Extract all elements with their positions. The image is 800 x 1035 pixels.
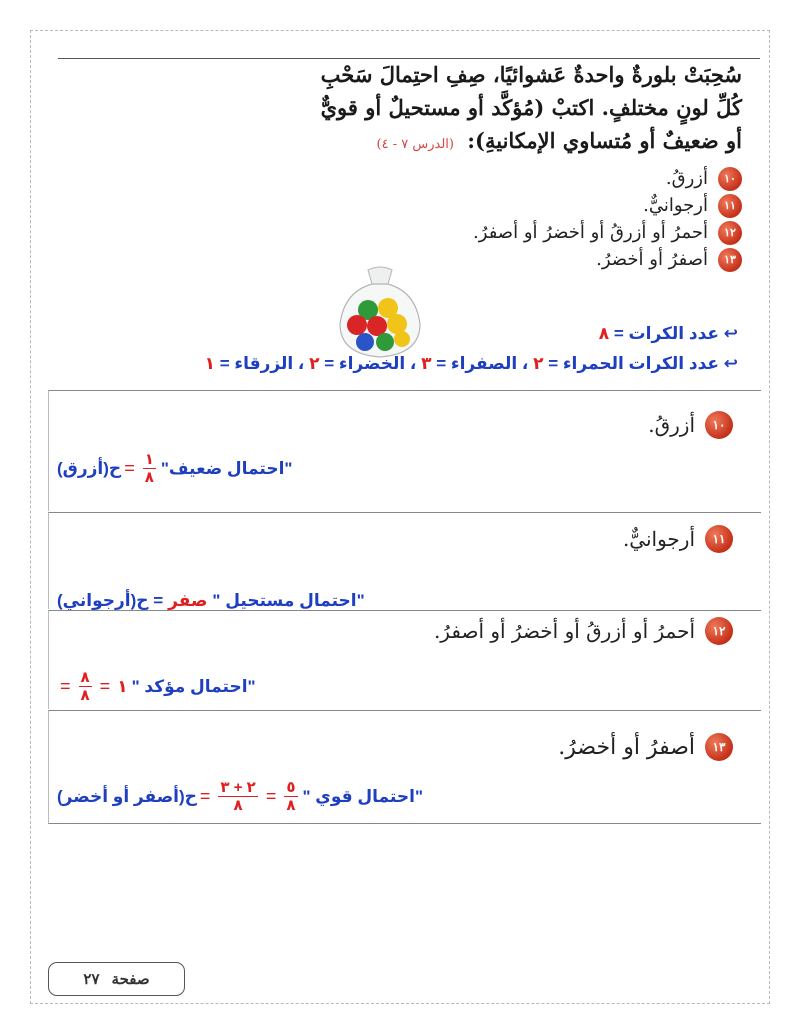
problem-line-1: سُحِبَتْ بلورةٌ واحدةٌ عَشوائيًا، صِفِ احتِمالَ سَحْبِ <box>320 62 742 87</box>
question-text: أزرقُ. <box>648 413 695 437</box>
question-text: أزرقُ. <box>665 168 708 189</box>
question-number-badge: ١٢ <box>705 617 733 645</box>
fraction-denominator: ٨ <box>144 469 154 486</box>
fraction <box>218 779 257 814</box>
marble-counts-line <box>38 354 738 374</box>
yellow-count: ٣ <box>421 354 432 373</box>
question-item <box>322 192 742 219</box>
question-item <box>322 165 742 192</box>
fraction-denominator: ٨ <box>286 797 296 814</box>
page-number-badge <box>48 962 185 996</box>
answer-box-13 <box>48 710 761 824</box>
arrow-icon: ↩ <box>723 354 738 373</box>
lesson-reference: (الدرس ٧ - ٤) <box>376 137 454 152</box>
fraction-numerator: ٢ + ٣ <box>220 779 256 796</box>
problem-line-3 <box>162 124 742 161</box>
fraction <box>284 779 297 814</box>
question-text: أصفرُ أو أخضرُ. <box>558 734 695 760</box>
total-marbles-line <box>38 324 738 344</box>
answer-question <box>623 525 733 553</box>
probability-value: صفر <box>168 591 208 610</box>
equals-sign: = <box>265 786 277 806</box>
equals-sign: = <box>199 786 211 806</box>
question-text: أرجوانيٌّ. <box>622 527 695 551</box>
red-count-label: عدد الكرات الحمراء = <box>548 354 720 373</box>
problem-line-3-text: أو ضعيفٌ أو مُتساوي الإمكانيةِ): <box>467 128 742 153</box>
green-count-label: ، الخضراء = <box>324 354 417 373</box>
answer-question <box>648 411 733 439</box>
question-item <box>322 219 742 246</box>
blue-count: ١ <box>204 354 216 373</box>
probability-description: "احتمال ضعيف" <box>160 458 293 478</box>
answer-question <box>558 733 733 761</box>
question-number-badge: ١٠ <box>705 411 733 439</box>
probability-description: " احتمال قوي" <box>302 786 424 806</box>
fraction-denominator: ٨ <box>233 797 243 814</box>
fraction-denominator: ٨ <box>80 687 90 704</box>
blue-count-label: ، الزرقاء = <box>219 354 305 373</box>
answer-box-12 <box>48 610 761 709</box>
question-number-badge: ١١ <box>718 194 742 218</box>
answer-box-11 <box>48 512 761 609</box>
fraction <box>143 451 156 486</box>
answer-question <box>434 617 733 645</box>
total-label: عدد الكرات = <box>613 324 720 343</box>
probability-description: " احتمال مستحيل" <box>212 591 365 610</box>
problem-statement <box>162 58 742 161</box>
arrow-icon: ↩ <box>723 324 738 343</box>
marble-bag-illustration <box>330 262 430 362</box>
fraction <box>79 669 92 704</box>
fraction-numerator: ١ <box>144 451 154 468</box>
question-text: أحمرُ أو أزرقُ أو أخضرُ أو أصفرُ. <box>433 619 695 643</box>
prob-prefix: ح(أرجواني) = <box>57 591 164 610</box>
problem-line-2: كُلِّ لونٍ مختلفٍ. اكتبْ (مُؤكَّد أو مستحيلٌ أو قويٌّ <box>320 95 742 120</box>
answer-12 <box>57 669 256 704</box>
question-text: أرجوانيٌّ. <box>643 195 708 216</box>
answer-box-10 <box>48 390 761 511</box>
page-label: صفحة <box>111 970 150 988</box>
question-list <box>322 165 742 273</box>
question-number-badge: ١٠ <box>718 167 742 191</box>
probability-description: " احتمال مؤكد" <box>131 676 256 696</box>
equals-sign: = <box>124 458 135 478</box>
question-text: أصفرُ أو أخضرُ. <box>596 249 708 270</box>
question-number-badge: ١٢ <box>718 221 742 245</box>
green-count: ٢ <box>309 354 320 373</box>
fraction-numerator: ٥ <box>286 779 296 796</box>
question-number-badge: ١٣ <box>705 733 733 761</box>
page-number: ٢٧ <box>83 970 100 988</box>
yellow-count-label: ، الصفراء = <box>436 354 529 373</box>
total-value: ٨ <box>598 324 610 343</box>
answer-11 <box>57 591 365 611</box>
prob-prefix: ح(أزرق) <box>57 458 122 478</box>
fraction-numerator: ٨ <box>80 669 90 686</box>
answer-13 <box>57 779 423 814</box>
equals-sign: = <box>99 676 111 696</box>
answer-10 <box>57 451 292 486</box>
equals-sign: = <box>60 676 71 696</box>
question-text: أحمرُ أو أزرقُ أو أخضرُ أو أصفرُ. <box>473 222 708 243</box>
question-number-badge: ١٣ <box>718 248 742 272</box>
question-number-badge: ١١ <box>705 525 733 553</box>
prob-prefix: ح(أصفر أو أخضر) <box>57 786 197 806</box>
probability-value: ١ <box>117 676 128 696</box>
red-count: ٢ <box>533 354 544 373</box>
